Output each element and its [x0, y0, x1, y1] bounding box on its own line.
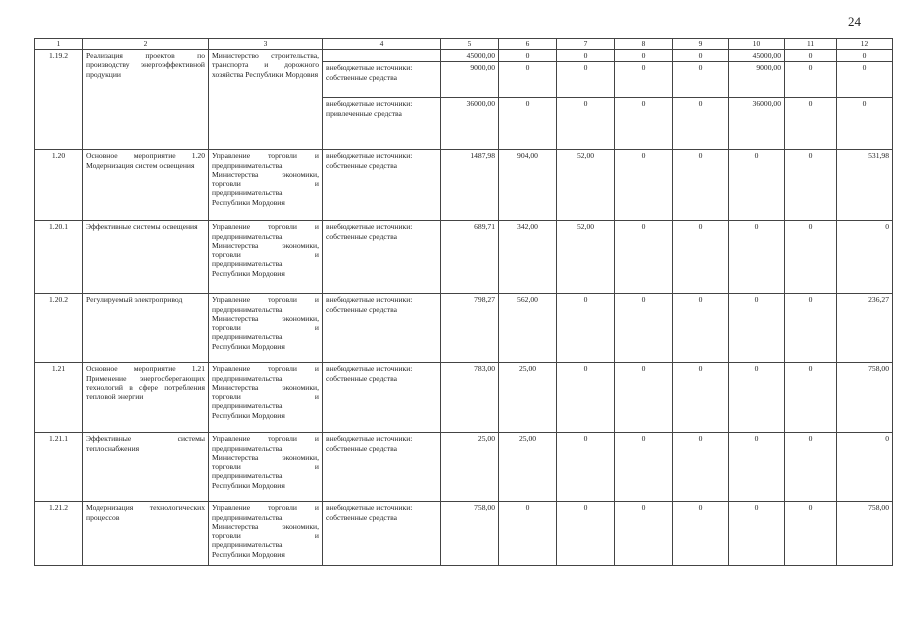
- row-source: внебюджетные источники: собственные средства: [323, 502, 441, 566]
- value-cell: 0: [785, 98, 837, 150]
- column-header: 9: [673, 39, 729, 50]
- row-source: внебюджетные источники: собственные средства: [323, 294, 441, 363]
- value-cell: 0: [785, 363, 837, 433]
- value-cell: 0: [557, 363, 615, 433]
- row-code: 1.21.2: [35, 502, 83, 566]
- value-cell: 52,00: [557, 221, 615, 294]
- value-cell: 0: [499, 50, 557, 62]
- value-cell: 45000,00: [441, 50, 499, 62]
- row-source: внебюджетные источники: собственные средства: [323, 221, 441, 294]
- value-cell: 0: [729, 294, 785, 363]
- value-cell: 0: [615, 502, 673, 566]
- value-cell: 562,00: [499, 294, 557, 363]
- table-row: [35, 50, 893, 62]
- value-cell: 0: [557, 294, 615, 363]
- row-code: 1.21: [35, 363, 83, 433]
- value-cell: 0: [615, 50, 673, 62]
- row-executor: Управление торговли и предпринимательства Министерства экономики, торговли и предпринимательства Республики Мордовия: [209, 221, 323, 294]
- value-cell: 0: [615, 294, 673, 363]
- value-cell: 758,00: [837, 363, 893, 433]
- value-cell: 0: [673, 221, 729, 294]
- value-cell: 0: [673, 294, 729, 363]
- value-cell: 36000,00: [441, 98, 499, 150]
- value-cell: 0: [615, 62, 673, 98]
- value-cell: 0: [673, 62, 729, 98]
- value-cell: 0: [729, 150, 785, 221]
- value-cell: 25,00: [441, 433, 499, 502]
- row-code: 1.20: [35, 150, 83, 221]
- row-name: Регулируемый электропривод: [83, 294, 209, 363]
- value-cell: 798,27: [441, 294, 499, 363]
- value-cell: 0: [615, 150, 673, 221]
- value-cell: 0: [837, 221, 893, 294]
- value-cell: 0: [729, 221, 785, 294]
- column-header: 8: [615, 39, 673, 50]
- value-cell: 0: [837, 98, 893, 150]
- value-cell: 25,00: [499, 363, 557, 433]
- value-cell: 0: [673, 502, 729, 566]
- value-cell: 342,00: [499, 221, 557, 294]
- value-cell: 0: [785, 502, 837, 566]
- row-source: внебюджетные источники: привлеченные средства: [323, 98, 441, 150]
- value-cell: 783,00: [441, 363, 499, 433]
- value-cell: 0: [785, 433, 837, 502]
- row-executor: Управление торговли и предпринимательства Министерства экономики, торговли и предпринимательства Республики Мордовия: [209, 502, 323, 566]
- value-cell: 0: [729, 433, 785, 502]
- value-cell: 0: [785, 294, 837, 363]
- row-name: Реализация проектов по производству энергоэффективной продукции: [83, 50, 209, 150]
- row-source: внебюджетные источники: собственные средства: [323, 363, 441, 433]
- row-executor: Управление торговли и предпринимательства Министерства экономики, торговли и предпринимательства Республики Мордовия: [209, 363, 323, 433]
- table-row: [35, 221, 893, 294]
- table-row: [35, 502, 893, 566]
- value-cell: 0: [557, 50, 615, 62]
- value-cell: 0: [673, 433, 729, 502]
- column-header: 6: [499, 39, 557, 50]
- value-cell: 0: [729, 363, 785, 433]
- value-cell: 758,00: [441, 502, 499, 566]
- table-row: [35, 363, 893, 433]
- value-cell: 531,98: [837, 150, 893, 221]
- row-code: 1.21.1: [35, 433, 83, 502]
- value-cell: 0: [557, 502, 615, 566]
- value-cell: 0: [729, 502, 785, 566]
- value-cell: 0: [673, 98, 729, 150]
- value-cell: 0: [785, 62, 837, 98]
- value-cell: 25,00: [499, 433, 557, 502]
- value-cell: 0: [837, 50, 893, 62]
- value-cell: 0: [785, 150, 837, 221]
- value-cell: 9000,00: [729, 62, 785, 98]
- value-cell: 0: [557, 62, 615, 98]
- row-name: Эффективные системы освещения: [83, 221, 209, 294]
- table-row: [35, 433, 893, 502]
- value-cell: 0: [499, 62, 557, 98]
- value-cell: 0: [615, 98, 673, 150]
- value-cell: 0: [673, 363, 729, 433]
- value-cell: 0: [673, 150, 729, 221]
- row-executor: Управление торговли и предпринимательства Министерства экономики, торговли и предпринимательства Республики Мордовия: [209, 150, 323, 221]
- value-cell: 1487,98: [441, 150, 499, 221]
- row-code: 1.20.1: [35, 221, 83, 294]
- column-header: 12: [837, 39, 893, 50]
- row-source: внебюджетные источники: собственные средства: [323, 62, 441, 98]
- value-cell: 904,00: [499, 150, 557, 221]
- value-cell: 52,00: [557, 150, 615, 221]
- column-header: 4: [323, 39, 441, 50]
- value-cell: 0: [673, 50, 729, 62]
- value-cell: 758,00: [837, 502, 893, 566]
- value-cell: 0: [615, 363, 673, 433]
- value-cell: 0: [837, 433, 893, 502]
- row-name: Эффективные системы теплоснабжения: [83, 433, 209, 502]
- row-executor: Министерство строительства, транспорта и дорожного хозяйства Республики Мордовия: [209, 50, 323, 150]
- value-cell: 689,71: [441, 221, 499, 294]
- value-cell: 236,27: [837, 294, 893, 363]
- value-cell: 9000,00: [441, 62, 499, 98]
- row-source: внебюджетные источники: собственные средства: [323, 433, 441, 502]
- value-cell: 0: [499, 98, 557, 150]
- value-cell: 0: [785, 50, 837, 62]
- column-header: 10: [729, 39, 785, 50]
- value-cell: 0: [837, 62, 893, 98]
- table-row: [35, 294, 893, 363]
- page-number: 24: [848, 14, 861, 29]
- column-header: 1: [35, 39, 83, 50]
- value-cell: 36000,00: [729, 98, 785, 150]
- row-code: 1.19.2: [35, 50, 83, 150]
- value-cell: 0: [615, 221, 673, 294]
- program-table: [34, 38, 893, 566]
- row-source-empty: [323, 50, 441, 62]
- value-cell: 0: [499, 502, 557, 566]
- column-header: 7: [557, 39, 615, 50]
- row-code: 1.20.2: [35, 294, 83, 363]
- row-name: Модернизация технологических процессов: [83, 502, 209, 566]
- column-header: 3: [209, 39, 323, 50]
- value-cell: 45000,00: [729, 50, 785, 62]
- column-header: 11: [785, 39, 837, 50]
- row-name: Основное мероприятие 1.20 Модернизация систем освещения: [83, 150, 209, 221]
- value-cell: 0: [785, 221, 837, 294]
- row-name: Основное мероприятие 1.21 Применение энергосберегающих технологий в сфере потребления тепловой энергии: [83, 363, 209, 433]
- column-header: 5: [441, 39, 499, 50]
- value-cell: 0: [615, 433, 673, 502]
- column-header: 2: [83, 39, 209, 50]
- row-executor: Управление торговли и предпринимательства Министерства экономики, торговли и предпринимательства Республики Мордовия: [209, 433, 323, 502]
- row-executor: Управление торговли и предпринимательства Министерства экономики, торговли и предпринимательства Республики Мордовия: [209, 294, 323, 363]
- row-source: внебюджетные источники: собственные средства: [323, 150, 441, 221]
- value-cell: 0: [557, 98, 615, 150]
- table-row: [35, 150, 893, 221]
- header-row: [35, 39, 893, 50]
- value-cell: 0: [557, 433, 615, 502]
